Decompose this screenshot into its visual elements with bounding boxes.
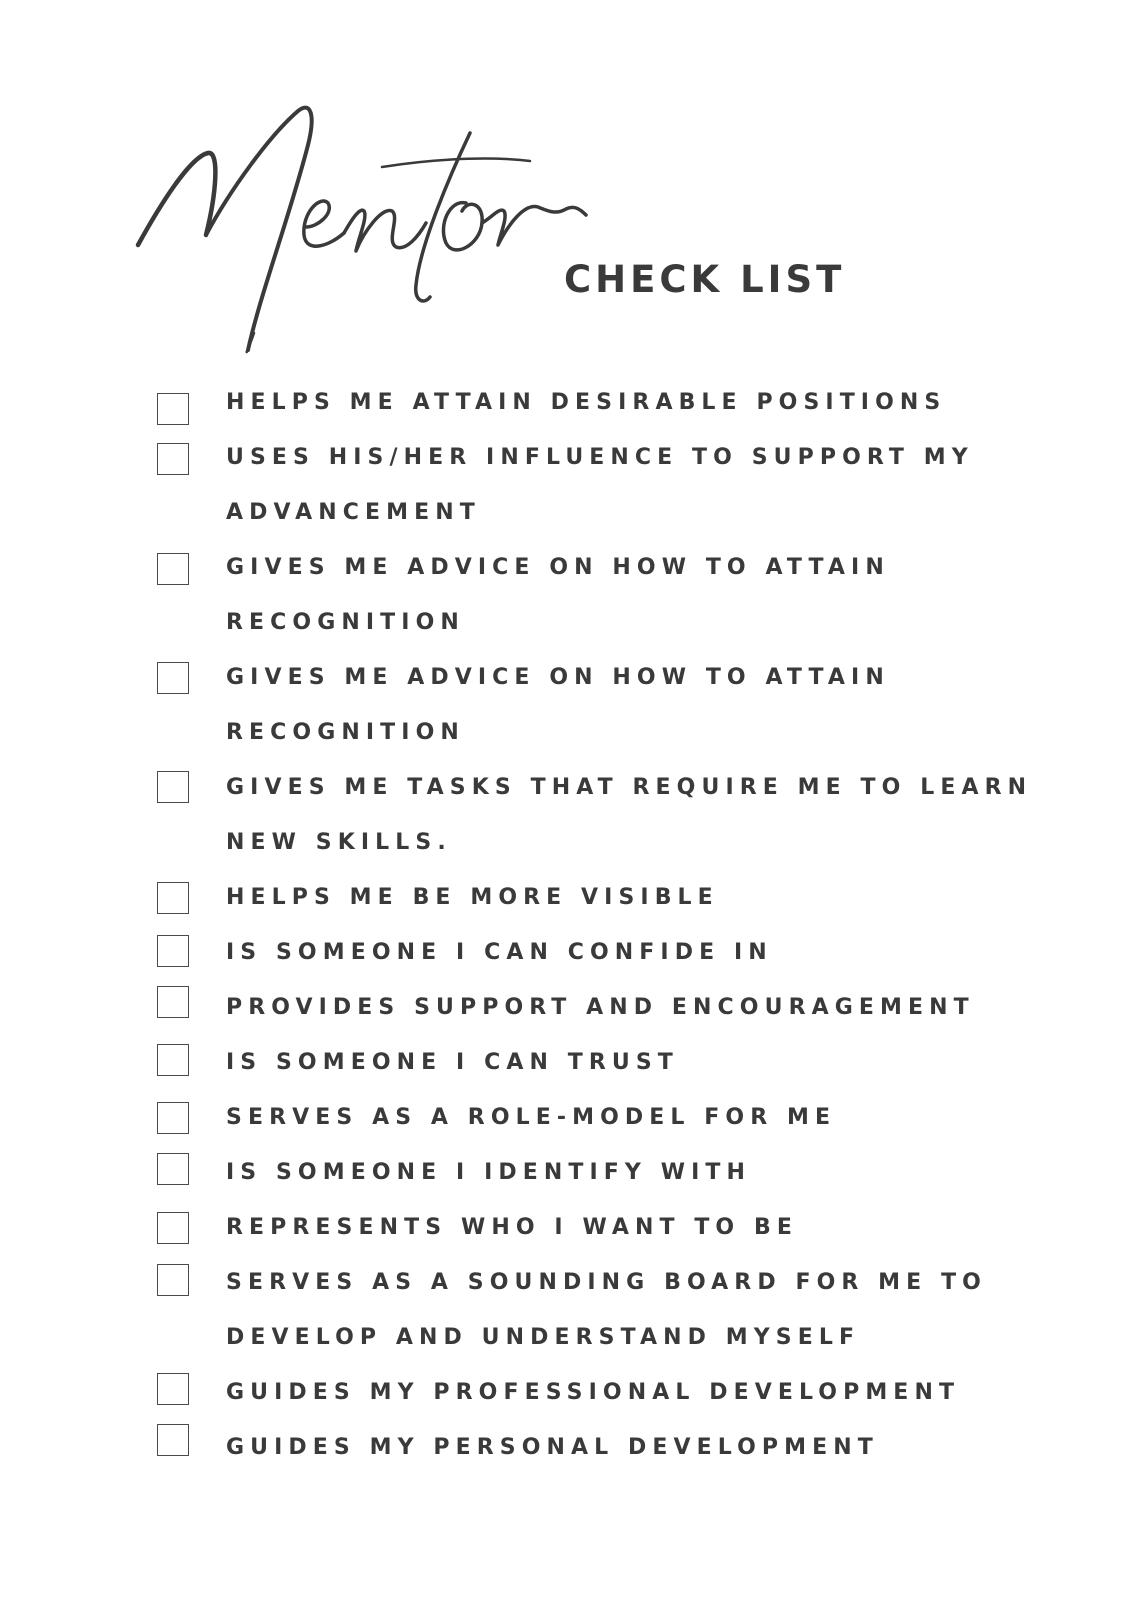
checklist-item-label: GIVES ME ADVICE ON HOW TO ATTAIN bbox=[226, 555, 890, 580]
checkbox[interactable] bbox=[157, 443, 189, 475]
checklist-item-label: SERVES AS A SOUNDING BOARD FOR ME TO bbox=[226, 1270, 987, 1295]
checklist-item-label: NEW SKILLS. bbox=[226, 830, 452, 855]
checkbox[interactable] bbox=[157, 1373, 189, 1405]
checkbox[interactable] bbox=[157, 935, 189, 967]
checklist-item-label: PROVIDES SUPPORT AND ENCOURAGEMENT bbox=[226, 995, 975, 1020]
checklist-item-label: USES HIS/HER INFLUENCE TO SUPPORT MY bbox=[226, 445, 974, 470]
checklist-item-label: GIVES ME ADVICE ON HOW TO ATTAIN bbox=[226, 665, 890, 690]
checklist-item-label: RECOGNITION bbox=[226, 610, 465, 635]
checkbox[interactable] bbox=[157, 986, 189, 1018]
checkbox[interactable] bbox=[157, 771, 189, 803]
checklist-item-label: IS SOMEONE I CAN CONFIDE IN bbox=[226, 940, 773, 965]
checkbox[interactable] bbox=[157, 553, 189, 585]
checkbox[interactable] bbox=[157, 393, 189, 425]
checkbox[interactable] bbox=[157, 1212, 189, 1244]
checklist-item-label: SERVES AS A ROLE-MODEL FOR ME bbox=[226, 1105, 837, 1130]
checklist-item-label: DEVELOP AND UNDERSTAND MYSELF bbox=[226, 1325, 861, 1350]
checklist-item-label: REPRESENTS WHO I WANT TO BE bbox=[226, 1215, 798, 1240]
checklist-item-label: IS SOMEONE I IDENTIFY WITH bbox=[226, 1160, 751, 1185]
checkbox[interactable] bbox=[157, 1153, 189, 1185]
checklist-item-label: HELPS ME BE MORE VISIBLE bbox=[226, 885, 719, 910]
checklist-item-label: IS SOMEONE I CAN TRUST bbox=[226, 1050, 679, 1075]
checklist-item-label: RECOGNITION bbox=[226, 720, 465, 745]
checkbox[interactable] bbox=[157, 882, 189, 914]
checkbox[interactable] bbox=[157, 1044, 189, 1076]
page-subtitle: CHECK LIST bbox=[564, 258, 846, 301]
checklist-item-label: ADVANCEMENT bbox=[226, 500, 481, 525]
checklist-item-label: HELPS ME ATTAIN DESIRABLE POSITIONS bbox=[226, 390, 947, 415]
checkbox[interactable] bbox=[157, 1424, 189, 1456]
checklist-item-label: GUIDES MY PROFESSIONAL DEVELOPMENT bbox=[226, 1380, 961, 1405]
checklist-item-label: GIVES ME TASKS THAT REQUIRE ME TO LEARN bbox=[226, 775, 1033, 800]
checkbox[interactable] bbox=[157, 662, 189, 694]
checklist-item-label: GUIDES MY PERSONAL DEVELOPMENT bbox=[226, 1435, 879, 1460]
checkbox[interactable] bbox=[157, 1264, 189, 1296]
checkbox[interactable] bbox=[157, 1102, 189, 1134]
